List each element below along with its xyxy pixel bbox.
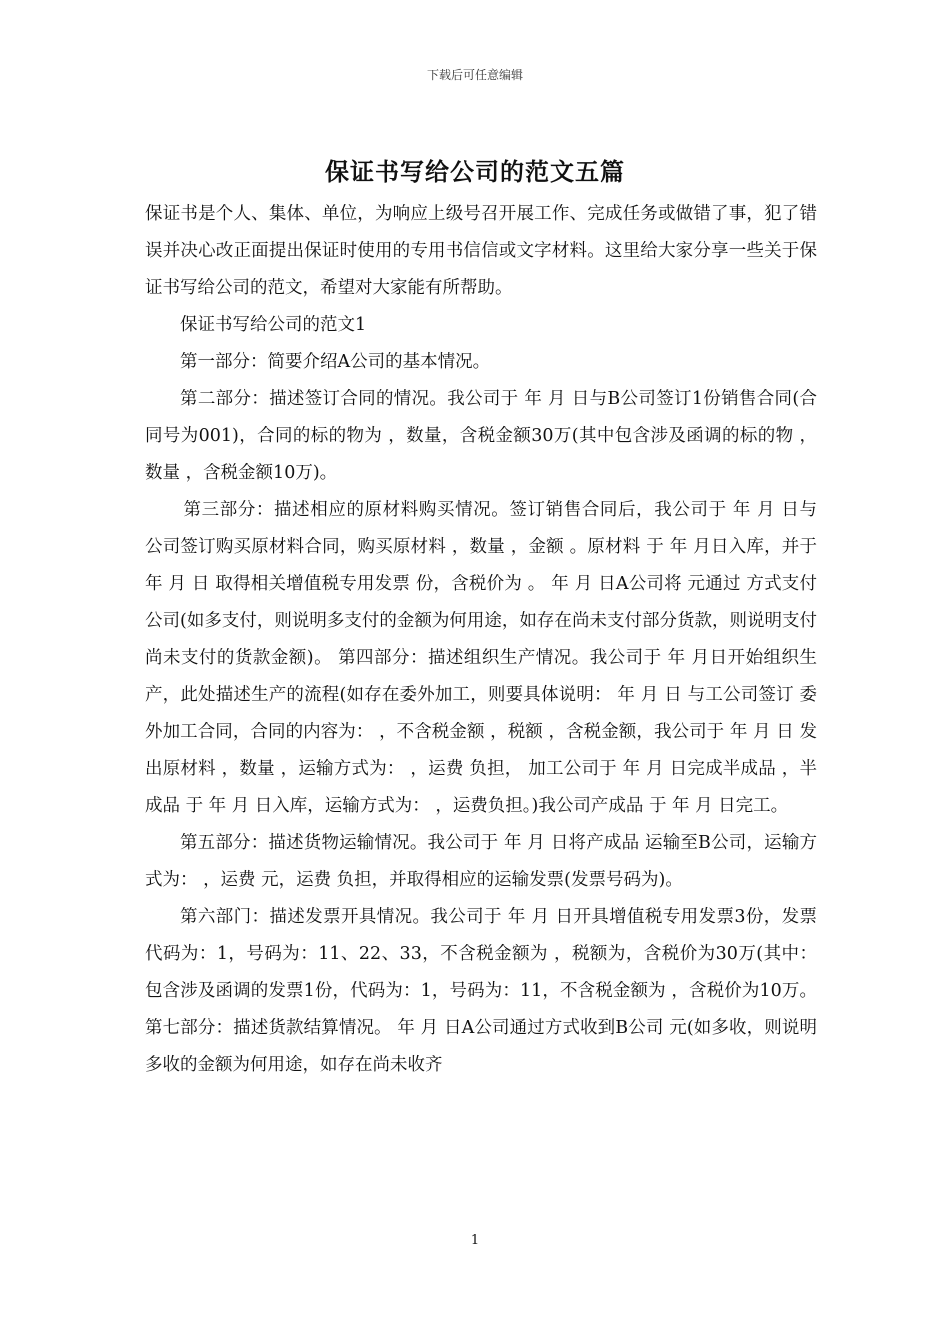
intro-paragraph: 保证书是个人、集体、单位，为响应上级号召开展工作、完成任务或做错了事，犯了错误并决心改正面提出保证时使用的专用书信信或文字材料。这里给大家分享一些关于保证书写给公司的范文，希望对大家能有所帮助。 [145, 204, 817, 298]
paragraph-part-6: 第六部门：描述发票开具情况。我公司于 年 月 日开具增值税专用发票3份，发票代码为：1，号码为：11、22、33，不含税金额为 ，税额为，含税价为30万(其中：包含涉及函调的发票1份，代码为：1，号码为：11，不含税金额为 ，含税价为10万。 第七部分：描述货款结算情况。 年 月 日A公司通过方式收到B公司 元(如多收，则说明多收的金额为何用途，如存在尚未收齐 [145, 907, 817, 1075]
page-number: 1 [470, 1233, 480, 1248]
header-note: 下载后可任意编辑 [426, 68, 523, 82]
paragraph-part-1: 第一部分：简要介绍A公司的基本情况。 [180, 352, 491, 372]
paragraph-part-2: 第二部分：描述签订合同的情况。我公司于 年 月 日与B公司签订1份销售合同(合同号为001)，合同的标的物为 ，数量，含税金额30万(其中包含涉及函调的标的物 ，数量 ，含税金额10万)。 [145, 389, 817, 483]
document-title: 保证书写给公司的范文五篇 [325, 158, 625, 186]
paragraph-part-5: 第五部分：描述货物运输情况。我公司于 年 月 日将产成品 运输至B公司，运输方式为： ，运费 元，运费 负担，并取得相应的运输发票(发票号码为)。 [145, 833, 817, 890]
section-heading: 保证书写给公司的范文1 [180, 315, 367, 335]
paragraph-part-3: 第三部分：描述相应的原材料购买情况。签订销售合同后，我公司于 年 月 日与 公司签订购买原材料合同，购买原材料 ，数量 ，金额 。原材料 于 年 月日入库，并于 年 月 日 取得相关增值税专用发票 份，含税价为 。 年 月 日A公司将 元通过 方式支付公司(如多支付，则说明多支付的金额为何用途，如存在尚未支付部分货款，则说明支付尚未支付的货款金额)。 第四部分：描述组织生产情况。我公司于 年 月日开始组织生产，此处描述生产的流程(如存在委外加工，则要具体说明： 年 月 日 与工公司签订 委外加工合同，合同的内容为： ，不含税金额 ，税额 ，含税金额，我公司于 年 月 日 发出原材料 ，数量 ，运输方式为： ，运费 负担， 加工公司于 年 月 日完成半成品 ，半成品 于 年 月 日入库，运输方式为： ，运费负担。)我公司产成品 于 年 月 日完工。 [145, 500, 817, 816]
document-body [145, 196, 817, 1084]
